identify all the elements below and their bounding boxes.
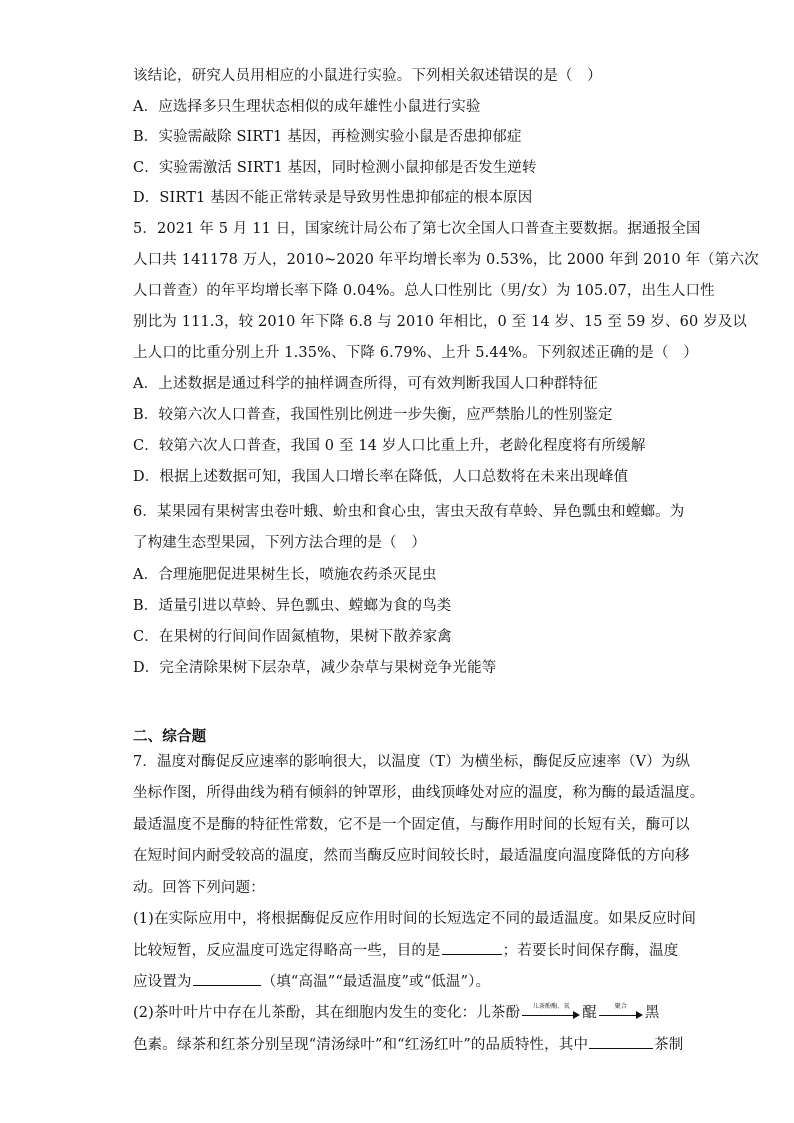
q6-option-c: C．在果树的行间间作固氮植物，果树下散养家禽 [133, 629, 452, 645]
reaction-arrow-2 [599, 1003, 643, 1020]
q6-option-b: B．适量引进以草蛉、异色瓢虫、螳螂为食的鸟类 [133, 598, 452, 614]
q5-option-d: D．根据上述数据可知，我国人口增长率在降低，人口总数将在未来出现峰值 [133, 469, 629, 485]
q5-stem-line-5: 上人口的比重分别上升 1.35%、下降 6.79%、上升 5.44%。下列叙述正确的是（ ） [133, 345, 698, 361]
q7-part1-text-d: （填“高温”“最适温度”或“低温”）。 [261, 974, 491, 990]
q7-part2-line-2 [133, 1034, 684, 1055]
q5-option-b: B．较第六次人口普查，我国性别比例进一步失衡，应严禁胎儿的性别鉴定 [133, 407, 613, 423]
q6-stem-line-1: 6．某果园有果树害虫卷叶蛾、蚧虫和食心虫，害虫天敌有草蛉、异色瓢虫和螳螂。为 [133, 504, 685, 520]
q7-part1-text-c: 应设置为 [133, 974, 192, 990]
reaction-arrow-1 [522, 1003, 580, 1020]
q7-part2-text-c: 色素。绿茶和红茶分别呈现“清汤绿叶”和“红汤红叶”的品质特性，其中 [133, 1037, 589, 1053]
q7-part1-text-b: ；若要长时间保存酶，温度 [502, 943, 679, 959]
q6-option-d: D．完全清除果树下层杂草，减少杂草与果树竞争光能等 [133, 660, 497, 676]
q7-part2-line-1 [133, 1003, 663, 1023]
answer-blank-3[interactable] [589, 1034, 653, 1049]
q4-stem-continued: 该结论，研究人员用相应的小鼠进行实验。下列相关叙述错误的是（ ） [133, 68, 602, 84]
q4-option-d: D．SIRT1 基因不能正常转录是导致男性患抑郁症的根本原因 [133, 190, 533, 206]
q7-part1-line-3 [133, 971, 663, 992]
q5-stem-line-4: 别比为 111.3，较 2010 年下降 6.8 与 2010 年相比，0 至 14 岁、15 至 59 岁、60 岁及以 [133, 314, 748, 330]
q6-option-a: A．合理施肥促进果树生长，喷施农药杀灭昆虫 [133, 567, 437, 583]
answer-blank-1[interactable] [442, 940, 502, 955]
q7-stem-line-3: 最适温度不是酶的特征性常数，它不是一个固定值，与酶作用时间的长短有关，酶可以 [133, 817, 690, 833]
q5-stem-line-2: 人口共 141178 万人，2010~2020 年平均增长率为 0.53%，比 2000 年到 2010 年（第六次 [133, 252, 759, 268]
q7-part1-line-1: (1)在实际应用中，将根据酶促反应作用时间的长短选定不同的最适温度。如果反应时间 [133, 911, 697, 927]
q5-stem-line-1: 5．2021 年 5 月 11 日，国家统计局公布了第七次全国人口普查主要数据。据通报全国 [133, 221, 701, 237]
q5-option-c: C．较第六次人口普查，我国 0 至 14 岁人口比重上升，老龄化程度将有所缓解 [133, 438, 646, 454]
reaction-arrow-1-label: 儿茶酚酶、氧 [532, 1003, 570, 1010]
q4-option-c: C．实验需激活 SIRT1 基因，同时检测小鼠抑郁是否发生逆转 [133, 160, 537, 176]
q7-stem-line-5: 动。回答下列问题： [133, 880, 265, 896]
q7-part2-text-b: 黑 [644, 1005, 660, 1021]
q4-option-b: B．实验需敲除 SIRT1 基因，再检测实验小鼠是否患抑郁症 [133, 129, 522, 145]
answer-blank-2[interactable] [193, 971, 261, 986]
q7-stem-line-1: 7．温度对酶促反应速率的影响很大，以温度（T）为横坐标，酶促反应速率（V）为纵 [133, 754, 691, 770]
reaction-arrow-2-label: 聚合 [614, 1003, 628, 1010]
q7-part2-text-d: 茶制 [654, 1037, 684, 1053]
q6-stem-line-2: 了构建生态型果园，下列方法合理的是（ ） [133, 535, 426, 551]
q5-option-a: A．上述数据是通过科学的抽样调查所得，可有效判断我国人口种群特征 [133, 376, 598, 392]
q4-option-a: A．应选择多只生理状态相似的成年雄性小鼠进行实验 [133, 99, 481, 115]
q7-part2-text-a: (2)茶叶叶片中存在儿茶酚，其在细胞内发生的变化：儿茶酚 [133, 1005, 521, 1021]
q5-stem-line-3: 人口普查）的年平均增长率下降 0.04%。总人口性别比（男/女）为 105.07，出生人口性 [133, 283, 715, 299]
q7-part1-line-2 [133, 940, 679, 961]
quinone-text: 醌 [582, 1005, 597, 1021]
section-title: 二、综合题 [133, 728, 207, 745]
q7-stem-line-2: 坐标作图，所得曲线为稍有倾斜的钟罩形，曲线顶峰处对应的温度，称为酶的最适温度。 [133, 785, 705, 801]
q7-part1-text-a: 比较短暂，反应温度可选定得略高一些，目的是 [133, 943, 441, 959]
q7-stem-line-4: 在短时间内耐受较高的温度，然而当酶反应时间较长时，最适温度向温度降低的方向移 [133, 848, 690, 864]
